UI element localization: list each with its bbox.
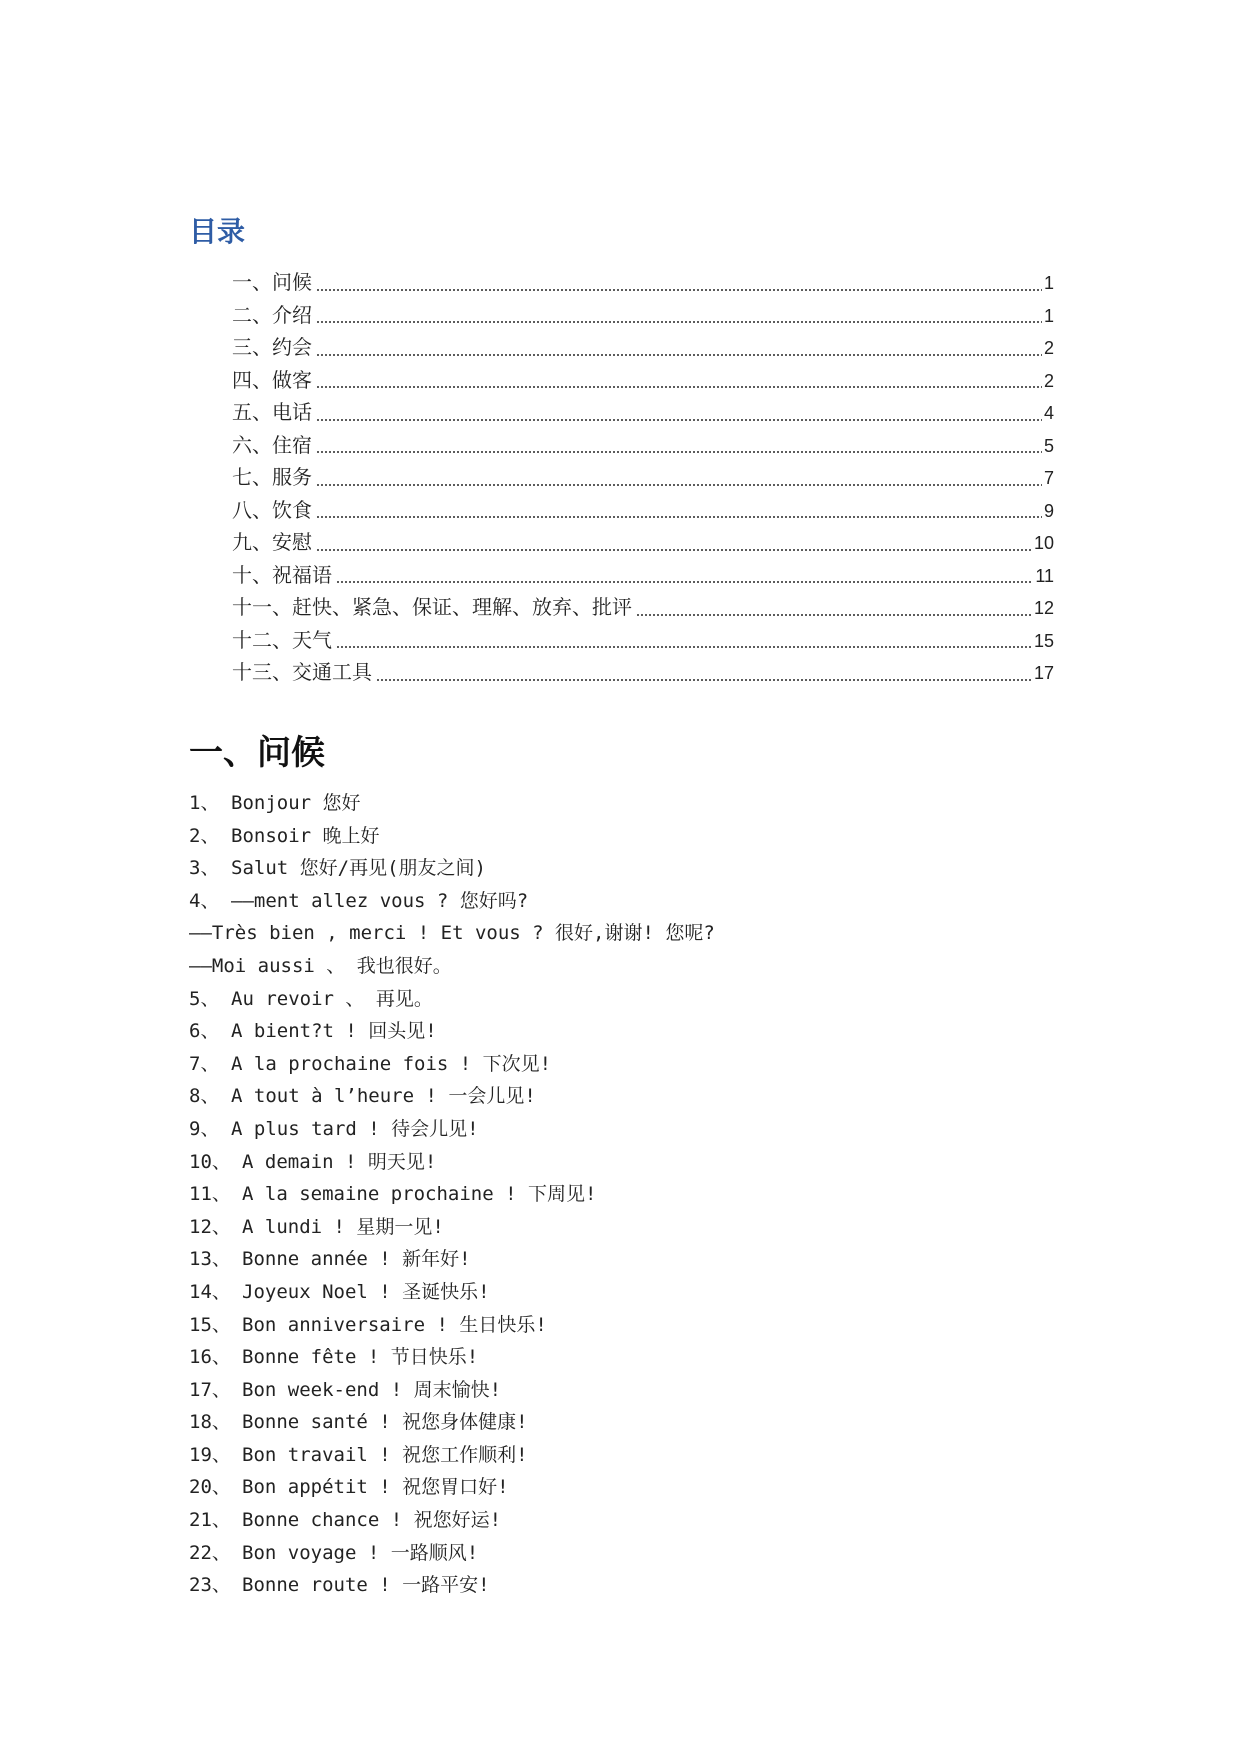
phrase-line xyxy=(189,1178,1089,1211)
toc-entry-title: 七、服务 xyxy=(232,465,312,489)
toc-dot-leader xyxy=(636,614,1032,616)
toc-page-number: 12 xyxy=(1033,598,1054,618)
toc-page-number: 9 xyxy=(1043,500,1054,521)
toc-entry-title: 四、做客 xyxy=(232,367,312,392)
toc-dot-leader xyxy=(336,581,1033,583)
toc-entry[interactable] xyxy=(232,656,1054,689)
toc-entry[interactable] xyxy=(232,494,1054,527)
toc-entry[interactable] xyxy=(232,559,1054,592)
phrase-line xyxy=(189,1569,1089,1602)
phrase-number: 17、 xyxy=(189,1378,231,1401)
toc-dot-leader xyxy=(316,451,1042,453)
toc-dot-leader xyxy=(336,646,1032,648)
phrase-text: A bient?t ! 回头见! xyxy=(231,1020,437,1043)
phrase-text: Bonne chance ! 祝您好运! xyxy=(242,1509,502,1532)
toc-entry[interactable] xyxy=(232,591,1054,624)
toc-entry[interactable] xyxy=(232,461,1054,494)
phrase-number: 11、 xyxy=(189,1183,231,1206)
section-heading: 一、问候 xyxy=(189,733,325,773)
toc-entry-title: 二、介绍 xyxy=(232,302,312,327)
toc-dot-leader xyxy=(316,321,1042,323)
toc-entry[interactable] xyxy=(232,364,1054,397)
phrase-text: Bon appétit ! 祝您胃口好! xyxy=(242,1476,509,1499)
phrase-line xyxy=(189,917,1089,950)
toc-page-number: 5 xyxy=(1043,435,1054,456)
toc-dot-leader xyxy=(316,516,1042,518)
phrase-text: A tout à l’heure ! 一会儿见! xyxy=(231,1085,536,1108)
toc-page-number: 2 xyxy=(1043,338,1054,358)
toc-entry[interactable] xyxy=(232,624,1054,657)
phrase-text: ——ment allez vous ? 您好吗? xyxy=(231,889,529,912)
phrase-line xyxy=(189,1341,1089,1374)
phrase-line xyxy=(189,1276,1089,1309)
phrase-list xyxy=(189,787,1089,1602)
phrase-text: Bon week-end ! 周末愉快! xyxy=(242,1378,502,1401)
phrase-line xyxy=(189,1406,1089,1439)
toc-entry-title: 九、安慰 xyxy=(232,530,312,554)
phrase-line xyxy=(189,885,1089,918)
toc-heading: 目录 xyxy=(189,215,246,248)
toc-page-number: 4 xyxy=(1043,403,1054,423)
toc-entry-title: 五、电话 xyxy=(232,400,312,424)
phrase-text: Bonsoir 晚上好 xyxy=(231,824,380,847)
toc-entry-title: 八、饮食 xyxy=(232,497,312,522)
phrase-text: Bon anniversaire ! 生日快乐! xyxy=(242,1313,547,1336)
toc-dot-leader xyxy=(376,679,1032,681)
toc-page-number: 1 xyxy=(1043,305,1054,326)
toc-page-number: 1 xyxy=(1043,273,1054,293)
toc-page-number: 11 xyxy=(1035,565,1054,586)
phrase-text: Salut 您好/再见(朋友之间) xyxy=(231,857,486,880)
table-of-contents xyxy=(232,266,1054,689)
phrase-number: 22、 xyxy=(189,1541,231,1564)
phrase-line xyxy=(189,1113,1089,1146)
phrase-number: 13、 xyxy=(189,1248,231,1271)
phrase-number: 18、 xyxy=(189,1411,231,1434)
phrase-number: 6、 xyxy=(189,1020,220,1043)
phrase-text: Bon voyage ! 一路顺风! xyxy=(242,1541,479,1564)
toc-entry-title: 三、约会 xyxy=(232,335,312,359)
phrase-text: ——Très bien , merci ! Et vous ? 很好,谢谢! 您呢? xyxy=(189,922,715,945)
toc-entry-title: 六、住宿 xyxy=(232,432,312,457)
phrase-number: 20、 xyxy=(189,1476,231,1499)
phrase-line xyxy=(189,1146,1089,1179)
phrase-number: 10、 xyxy=(189,1150,231,1173)
phrase-line xyxy=(189,1439,1089,1472)
phrase-number: 14、 xyxy=(189,1280,231,1303)
phrase-line xyxy=(189,1015,1089,1048)
toc-page-number: 17 xyxy=(1033,663,1054,683)
phrase-text: A plus tard ! 待会儿见! xyxy=(231,1117,479,1140)
toc-page-number: 7 xyxy=(1043,468,1054,488)
phrase-line xyxy=(189,1504,1089,1537)
phrase-number: 1、 xyxy=(189,792,220,814)
phrase-number: 3、 xyxy=(189,857,220,880)
toc-entry[interactable] xyxy=(232,299,1054,332)
phrase-line xyxy=(189,787,1089,820)
toc-entry-title: 一、问候 xyxy=(232,270,312,294)
toc-entry-title: 十一、赶快、紧急、保证、理解、放弃、批评 xyxy=(232,595,632,619)
phrase-number: 12、 xyxy=(189,1215,231,1238)
phrase-number: 8、 xyxy=(189,1085,220,1108)
phrase-line xyxy=(189,1374,1089,1407)
toc-dot-leader xyxy=(316,354,1042,356)
phrase-number: 16、 xyxy=(189,1346,231,1369)
phrase-number: 7、 xyxy=(189,1052,220,1075)
toc-dot-leader xyxy=(316,419,1042,421)
phrase-number: 5、 xyxy=(189,987,220,1010)
phrase-number: 4、 xyxy=(189,889,220,912)
toc-entry[interactable] xyxy=(232,331,1054,364)
phrase-line xyxy=(189,1537,1089,1570)
phrase-text: Bonne santé ! 祝您身体健康! xyxy=(242,1411,528,1434)
phrase-text: Bonne année ! 新年好! xyxy=(242,1248,471,1271)
phrase-line xyxy=(189,1048,1089,1081)
phrase-text: A demain ! 明天见! xyxy=(242,1150,437,1173)
toc-dot-leader xyxy=(316,289,1042,291)
toc-entry-title: 十二、天气 xyxy=(232,627,332,652)
phrase-text: Bonne route ! 一路平安! xyxy=(242,1574,490,1597)
phrase-line xyxy=(189,1211,1089,1244)
toc-entry[interactable] xyxy=(232,266,1054,299)
phrase-text: ——Moi aussi 、 我也很好。 xyxy=(189,954,452,977)
phrase-text: A lundi ! 星期一见! xyxy=(242,1215,444,1238)
phrase-text: Joyeux Noel ! 圣诞快乐! xyxy=(242,1280,490,1303)
phrase-text: Bonjour 您好 xyxy=(231,792,361,814)
toc-dot-leader xyxy=(316,484,1042,486)
phrase-line xyxy=(189,1243,1089,1276)
toc-entry-title: 十三、交通工具 xyxy=(232,660,372,684)
phrase-number: 15、 xyxy=(189,1313,231,1336)
toc-page-number: 2 xyxy=(1043,370,1054,391)
toc-entry-title: 十、祝福语 xyxy=(232,562,332,587)
toc-entry[interactable] xyxy=(232,396,1054,429)
phrase-number: 21、 xyxy=(189,1509,231,1532)
toc-entry[interactable] xyxy=(232,526,1054,559)
phrase-number: 23、 xyxy=(189,1574,231,1597)
phrase-line xyxy=(189,852,1089,885)
phrase-text: A la prochaine fois ! 下次见! xyxy=(231,1052,552,1075)
phrase-line xyxy=(189,983,1089,1016)
phrase-text: A la semaine prochaine ! 下周见! xyxy=(242,1183,597,1206)
phrase-number: 2、 xyxy=(189,824,220,847)
toc-page-number: 15 xyxy=(1033,630,1054,651)
toc-page-number: 10 xyxy=(1033,533,1054,553)
phrase-number: 19、 xyxy=(189,1443,231,1466)
toc-dot-leader xyxy=(316,549,1032,551)
toc-dot-leader xyxy=(316,386,1042,388)
phrase-text: Au revoir 、 再见。 xyxy=(231,987,433,1010)
phrase-line xyxy=(189,1471,1089,1504)
phrase-text: Bonne fête ! 节日快乐! xyxy=(242,1346,479,1369)
phrase-text: Bon travail ! 祝您工作顺利! xyxy=(242,1443,528,1466)
phrase-line xyxy=(189,1080,1089,1113)
phrase-line xyxy=(189,1309,1089,1342)
phrase-line xyxy=(189,820,1089,853)
phrase-line xyxy=(189,950,1089,983)
toc-entry[interactable] xyxy=(232,429,1054,462)
phrase-number: 9、 xyxy=(189,1117,220,1140)
